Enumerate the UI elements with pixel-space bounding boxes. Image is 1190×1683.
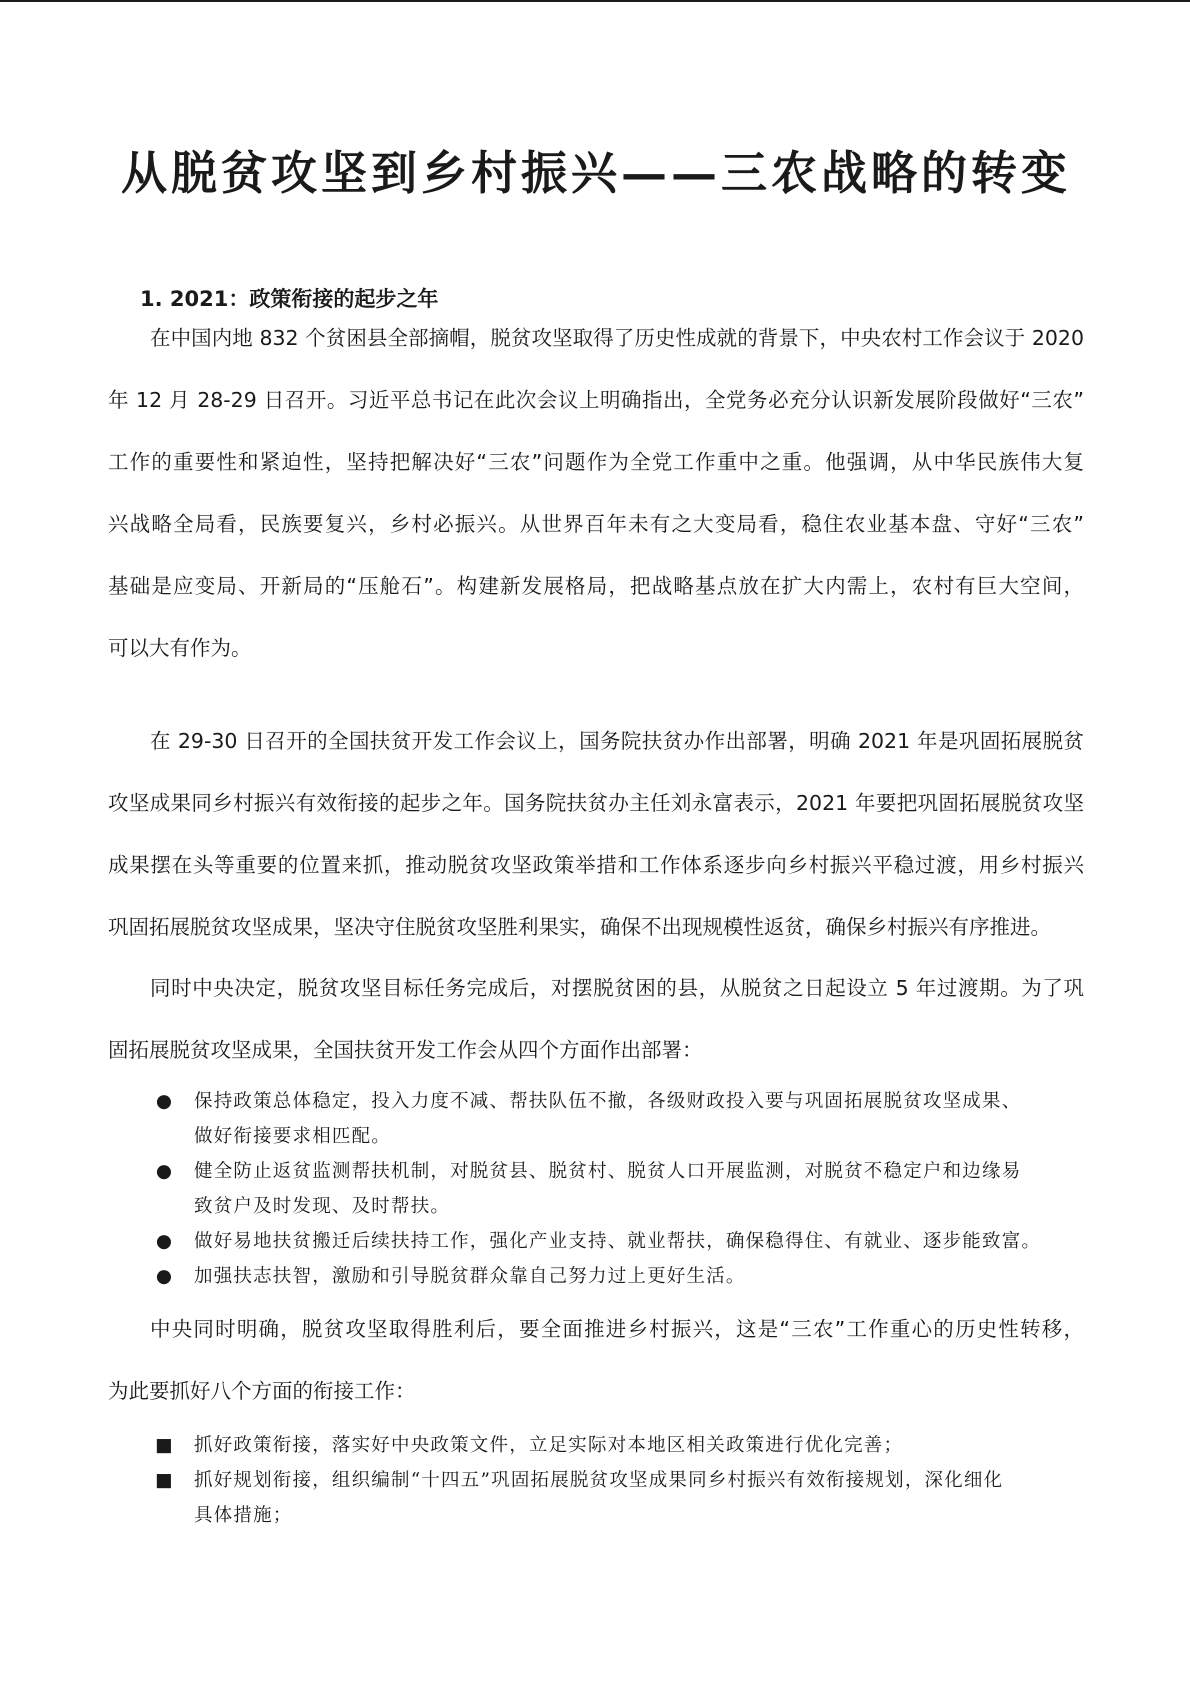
- list-item-line: 健全防止返贫监测帮扶机制，对脱贫县、脱贫村、脱贫人口开展监测，对脱贫不稳定户和边缘易: [194, 1161, 1022, 1182]
- round-bullet-icon: ●: [155, 1161, 173, 1182]
- paragraph-2: [108, 710, 1084, 958]
- bullet-list-1: [108, 1084, 1084, 1294]
- list-item: [108, 1154, 1084, 1224]
- list-item-line: 加强扶志扶智，激励和引导脱贫群众靠自己努力过上更好生活。: [194, 1266, 746, 1287]
- list-item-text: [194, 1084, 1084, 1154]
- round-bullet-icon: ●: [155, 1231, 173, 1252]
- list-item-line: 保持政策总体稳定，投入力度不减、帮扶队伍不撤，各级财政投入要与巩固拓展脱贫攻坚成果、: [194, 1091, 1022, 1112]
- list-item-line: 具体措施；: [194, 1505, 293, 1526]
- list-item-line: 抓好规划衔接，组织编制“十四五”巩固拓展脱贫攻坚成果同乡村振兴有效衔接规划，深化细化: [194, 1470, 1004, 1491]
- list-item-text: [194, 1463, 1084, 1533]
- paragraph-line: 兴战略全局看，民族要复兴，乡村必振兴。从世界百年未有之大变局看，稳住农业基本盘、守好“三农”: [108, 512, 1084, 536]
- list-item: [108, 1259, 1084, 1294]
- document-title: 从脱贫攻坚到乡村振兴——三农战略的转变: [121, 146, 1071, 200]
- paragraph-line: 固拓展脱贫攻坚成果，全国扶贫开发工作会从四个方面作出部署：: [108, 1038, 703, 1062]
- paragraph-line: 巩固拓展脱贫攻坚成果，坚决守住脱贫攻坚胜利果实，确保不出现规模性返贫，确保乡村振兴有序推进。: [108, 915, 1051, 939]
- list-item-text: [194, 1224, 1084, 1259]
- paragraph-line: 工作的重要性和紧迫性，坚持把解决好“三农”问题作为全党工作重中之重。他强调，从中华民族伟大复: [108, 450, 1084, 474]
- round-bullet-icon: ●: [155, 1266, 173, 1287]
- paragraph-3: [108, 957, 1084, 1081]
- list-item-text: [194, 1259, 1084, 1294]
- list-item: [108, 1463, 1084, 1533]
- paragraph-line: 在 29-30 日召开的全国扶贫开发工作会议上，国务院扶贫办作出部署，明确 2021 年是巩固拓展脱贫: [150, 729, 1084, 753]
- paragraph-line: 中央同时明确，脱贫攻坚取得胜利后，要全面推进乡村振兴，这是“三农”工作重心的历史性转移，: [150, 1317, 1084, 1341]
- list-item-text: [194, 1428, 1084, 1463]
- list-item-line: 抓好政策衔接，落实好中央政策文件，立足实际对本地区相关政策进行优化完善；: [194, 1435, 904, 1456]
- list-item-text: [194, 1154, 1084, 1224]
- list-item-line: 做好易地扶贫搬迁后续扶持工作，强化产业支持、就业帮扶，确保稳得住、有就业、逐步能致富。: [194, 1231, 1042, 1252]
- paragraph-line: 为此要抓好八个方面的衔接工作：: [108, 1379, 416, 1403]
- bullet-list-2: [108, 1428, 1084, 1533]
- paragraph-line: 攻坚成果同乡村振兴有效衔接的起步之年。国务院扶贫办主任刘永富表示，2021 年要把巩固拓展脱贫攻坚: [108, 791, 1084, 815]
- top-border-line: [0, 0, 1190, 2]
- list-item-line: 做好衔接要求相匹配。: [194, 1126, 392, 1147]
- list-item-line: 致贫户及时发现、及时帮扶。: [194, 1196, 451, 1217]
- paragraph-line: 可以大有作为。: [108, 636, 252, 660]
- paragraph-1: [108, 307, 1084, 679]
- list-item: [108, 1224, 1084, 1259]
- list-item: [108, 1428, 1084, 1463]
- paragraph-line: 年 12 月 28-29 日召开。习近平总书记在此次会议上明确指出，全党务必充分认识新发展阶段做好“三农”: [108, 388, 1084, 412]
- paragraph-line: 成果摆在头等重要的位置来抓，推动脱贫攻坚政策举措和工作体系逐步向乡村振兴平稳过渡，用乡村振兴: [108, 853, 1084, 877]
- square-bullet-icon: ■: [155, 1435, 173, 1456]
- section-heading: 1. 2021：政策衔接的起步之年: [140, 287, 439, 311]
- paragraph-line: 在中国内地 832 个贫困县全部摘帽，脱贫攻坚取得了历史性成就的背景下，中央农村工作会议于 2020: [150, 326, 1084, 350]
- list-item: [108, 1084, 1084, 1154]
- square-bullet-icon: ■: [155, 1470, 173, 1491]
- paragraph-line: 基础是应变局、开新局的“压舱石”。构建新发展格局，把战略基点放在扩大内需上，农村有巨大空间，: [108, 574, 1084, 598]
- round-bullet-icon: ●: [155, 1091, 173, 1112]
- paragraph-4: [108, 1298, 1084, 1422]
- paragraph-line: 同时中央决定，脱贫攻坚目标任务完成后，对摆脱贫困的县，从脱贫之日起设立 5 年过渡期。为了巩: [150, 976, 1084, 1000]
